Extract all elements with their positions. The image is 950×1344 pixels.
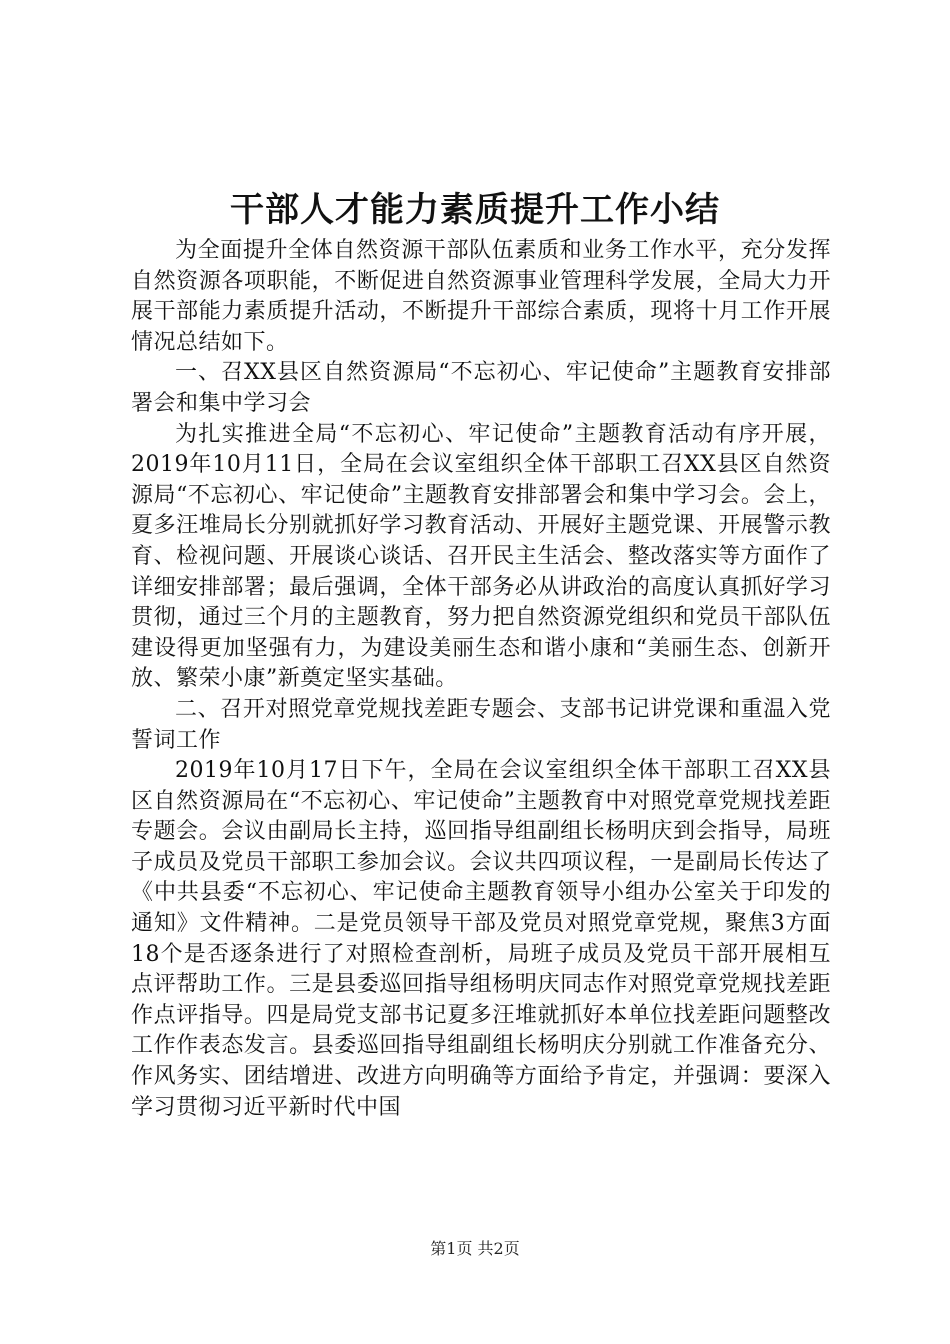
section-1-paragraph: 为扎实推进全局“不忘初心、牢记使命”主题教育活动有序开展，2019年10月11日，全局在会议室组织全体干部职工召XX县区自然资源局“不忘初心、牢记使命”主题教育安排部署会和集中学习会。会上，夏多汪堆局长分别就抓好学习教育活动、开展好主题党课、开展警示教育、检视问题、开展谈心谈话、召开民主生活会、整改落实等方面作了详细安排部署；最后强调，全体干部务必从讲政治的高度认真抓好学习贯彻，通过三个月的主题教育，努力把自然资源党组织和党员干部队伍建设得更加坚强有力，为建设美丽生态和谐小康和“美丽生态、创新开放、繁荣小康”新奠定坚实基础。 [131,421,831,692]
document-body [131,236,831,1123]
document-title: 干部人才能力素质提升工作小结 [230,190,720,230]
intro-paragraph: 为全面提升全体自然资源干部队伍素质和业务工作水平，充分发挥自然资源各项职能，不断促进自然资源事业管理科学发展，全局大力开展干部能力素质提升活动，不断提升干部综合素质，现将十月工作开展情况总结如下。 [131,238,831,355]
section-heading-1: 一、召XX县区自然资源局“不忘初心、牢记使命”主题教育安排部署会和集中学习会 [131,360,831,416]
section-heading-2: 二、召开对照党章党规找差距专题会、支部书记讲党课和重温入党誓词工作 [131,696,831,753]
page-footer: 第1页 共2页 [430,1239,520,1258]
section-2-paragraph: 2019年10月17日下午，全局在会议室组织全体干部职工召XX县区自然资源局在“不忘初心、牢记使命”主题教育中对照党章党规找差距专题会。会议由副局长主持，巡回指导组副组长杨明庆到会指导，局班子成员及党员干部职工参加会议。会议共四项议程，一是副局长传达了《中共县委“不忘初心、牢记使命主题教育领导小组办公室关于印发的通知》文件精神。二是党员领导干部及党员对照党章党规，聚焦3方面18个是否逐条进行了对照检查剖析，局班子成员及党员干部开展相互点评帮助工作。三是县委巡回指导组杨明庆同志作对照党章党规找差距作点评指导。四是局党支部书记夏多汪堆就抓好本单位找差距问题整改工作作表态发言。县委巡回指导组副组长杨明庆分别就工作准备充分、作风务实、团结增进、改进方向明确等方面给予肯定，并强调：要深入学习贯彻习近平新时代中国 [131,758,831,1120]
